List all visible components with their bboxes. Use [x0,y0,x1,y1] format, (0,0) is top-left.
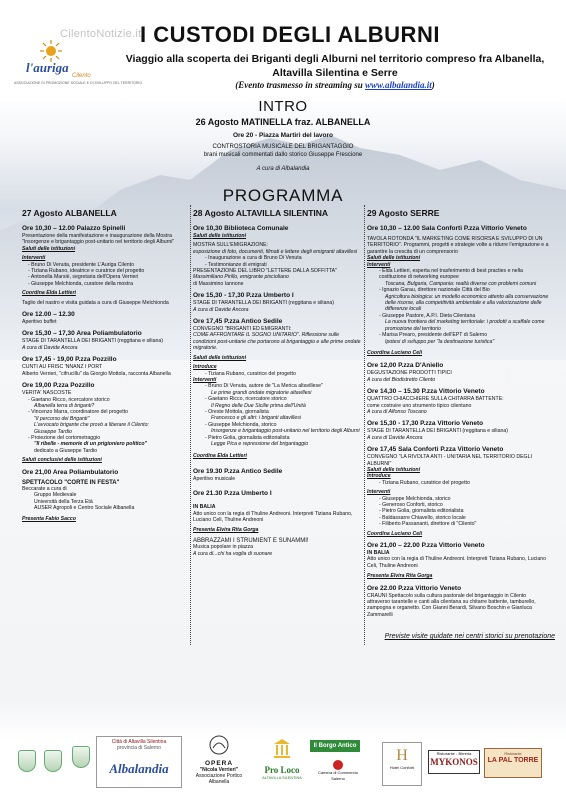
event-curator: A cura di...chi ha voglia di suonare [193,550,273,557]
event-desc: QUATTRO CHIACCHIERE SULLA CHITARRA BATTENTE: [367,396,504,403]
event-block [367,388,549,415]
speaker: - Gaetano Ricco, ricercatore storico [205,396,287,403]
speaker: - Oreste Mottola, giornalista [205,408,269,415]
day-column-altavilla [193,208,361,562]
temple-icon [272,738,292,760]
sponsor-name: LA PAL TORRE [487,757,539,764]
event-label: Introduce [193,364,217,371]
speaker: - Giuseppe Melchionda, storico [379,495,451,502]
event-desc: VERITA' NASCOSTE [22,390,72,397]
event-label: Coordina Elda Lettieri [193,453,247,460]
auriga-logo [14,40,143,88]
event-label: Presenta Elvira Rita Gorga [193,527,259,534]
event-time: Ore 12.00 – 12.30 [22,311,75,319]
speaker: - Tiziana Rubano, ideatrice e curatrice del progetto [28,268,145,275]
event-desc: STAGE DI TARANTELLA DEI BRIGANTI (reggitana e siliana) [193,300,334,307]
sponsor-pal-torre [484,748,542,778]
speaker: - Proiezione del cortometraggio [28,434,101,441]
event-block [22,311,192,325]
speaker-topic: Il Regno delle Due Sicilie prima dell'Unità [211,402,306,409]
sun-icon [40,40,62,62]
event-time: Ore 17,45 Sala Conforti P.zza Vittorio Veneto [367,446,504,454]
speaker: - Tiziana Rubano, curatrice del progetto [379,479,470,486]
sponsor-hotel-conforti [382,742,422,786]
event-label: Saluti delle istituzioni [367,466,421,473]
speaker-topic: Giuseppe Tardio [34,428,72,435]
event-block [367,420,549,441]
event-curator: A cura di Davide Ancora [22,344,78,351]
event-label: Presenta Fabio Sacco [22,515,76,522]
event-label: Introduce [367,473,391,480]
speaker-topic: "Il percorso dei Briganti" [34,415,90,422]
event-time: Ore 12,00 P.zza D'Aniello [367,362,444,370]
event-desc: Massimiliano Pirillo, emigrante piscioliano [193,274,289,281]
day-column-serre [367,208,549,623]
event-label: Coordina Elda Lettieri [22,290,76,297]
speaker: - Testimonianze di emigrati [205,261,267,268]
event-block [22,382,192,463]
speaker: - Tiziana Rubano, curatrice del progetto [205,370,296,377]
event-time: Ore 15,30 - 17,30 P.zza Vittorio Veneto [367,420,484,428]
sponsor-name: OPERA [204,760,234,767]
event-desc: Atto unico con la regia di Thuline Andreoni. Interpreti Tiziana Rubano, Luciano Celi, Thuline Andreoni [367,556,546,569]
event-label: Saluti delle istituzioni [22,245,76,252]
speaker: - Giuseppe Melchionda, curatore della mostra [28,280,133,287]
speaker: - Giuseppe Melchionda, storico [205,421,277,428]
event-label: Saluti delle istituzioni [193,233,247,239]
event-curator: A cura del Biodistretto Cilento [367,376,436,383]
event-desc: Aperitivo musicale [193,475,236,482]
event-label: Saluti delle istituzioni [367,255,421,262]
event-desc: Musica popolare in piazza [193,544,253,551]
sponsor-sub: Ristorante - Birreria [436,751,472,756]
speaker-topic: Francesco e gli altri: i briganti altavillesi [211,415,301,422]
event-label: Interventi [193,376,217,383]
event-desc: CONVEGNO "LA RIVOLTA ANTI - UNITARIA NEL TERRITORIO DEGLI ALBURNI" [367,454,532,467]
event-time: Ore 21,00 – 22.00 P.zza Vittorio Veneto [367,542,485,550]
event-time: Ore 21,00 Area Poliambulatorio [22,468,119,476]
programma-heading: PROGRAMMA [222,186,344,205]
intro-place: Ore 20 - Piazza Martiri del lavoro [232,132,334,139]
event-block [193,292,361,313]
speaker: - Vincenzo Marra, coordinatore del progetto [28,409,128,416]
event-block [193,468,361,482]
page-subtitle: Viaggio alla scoperta dei Briganti degli Alburni nel territorio compreso fra Albanella, Altavilla Silentina e Serre [125,53,545,79]
event-block [22,225,192,306]
speaker-topic: La nuova frontiera del marketing territoriale: i prodotti a scaffale come promozione del territorio [385,319,545,332]
speaker-topic: Albanella terra di briganti? [34,402,95,409]
speaker: - Bruno Di Venuta, autore de "La Merica altavillese" [205,383,323,390]
event-desc: ABBRAZZAMI I STRUMIENT E SUNAMMI! [193,537,309,544]
hotel-logo-icon: H [396,747,408,764]
speaker-topic: Toscana, Bulgaria, Campania: realtà diverse con problemi comuni [385,280,537,287]
sponsor-name: Hotel Conforti [389,765,415,770]
guided-tours-note: Previste visite guidate nei centri storici su prenotazione [384,633,555,640]
speaker-topic: Ipotesi di sviluppo per "la destinazione turistica" [385,338,495,345]
event-curator: A cura di Alfonso Toscano [367,408,427,415]
day-title: 29 Agosto SERRE [367,208,440,218]
opera-emblem-icon [207,734,231,756]
performer: Gruppo Medievale [34,492,77,499]
speaker-topic: L'avvocato brigante che provò a liberare il Cilento: [34,422,149,429]
column-divider [364,205,365,645]
event-block [367,446,549,537]
albalandia-logo: Albalandia [109,761,169,776]
speaker: - Inaugurazione a cura di Bruno Di Venuta [205,255,302,262]
stream-link[interactable]: www.albalandia.it [365,80,432,90]
speaker: - Giuseppe Pastore, A.P.I. Dieta Cilentana [379,312,476,319]
sponsor-name: MYKONOS [430,757,478,767]
sponsor-sub: Associazione Portico [195,773,243,779]
sponsor-altavilla-albalandia [96,736,182,788]
logo-sub: Cilento [72,73,91,79]
logo-brand: l'auriga [26,60,69,75]
logo-tagline: ASSOCIAZIONE DI PROMOZIONE SOCIALE E DI SVILUPPO DEL TERRITORIO [14,81,143,85]
event-label: Coordina Luciano Celi [367,349,423,356]
event-desc: Beccarate a cura di [22,485,67,492]
event-time: Ore 22.00 P.zza Vittorio Veneto [367,584,462,592]
event-time: Ore 21.30 P.zza Umberto I [193,490,272,498]
intro-credit: A cura di Albalandia [256,166,310,172]
speaker: - Baldassarre Chiavello, storico locale [379,514,466,521]
event-desc: Aperitivo buffet [22,319,57,326]
event-time: Ore 19,00 P.zza Pozzillo [22,382,95,390]
event-time: Ore 10,30 Biblioteca Comunale [193,225,289,232]
page-title: I CUSTODI DEGLI ALBURNI [140,22,440,47]
sponsor-sub: "Nicola Verrieri" [199,767,239,773]
speaker: - Filiberto Passananti, direttore di "Cilento" [379,521,477,528]
chamber-logo-icon [333,760,343,770]
event-desc: esposizione di foto, documenti, filmati e lettere degli emigranti altavillesi [193,248,358,255]
speaker-topic: dedicato a Giuseppe Tardio [34,447,98,454]
event-time: Ore 14,30 – 15.30 P.zza Vittorio Veneto [367,388,485,396]
speaker-topic: Legge Pica e repressione del brigantaggio [211,440,309,447]
event-block [22,330,192,351]
sponsor-sub: Ristorante [504,752,522,756]
speaker-topic: "Il ribelle - memorie di un prigioniero politico" [34,441,148,448]
event-time: Ore 10,30 – 12.00 Palazzo Spinelli [22,225,126,232]
event-desc: IN BALIA [367,550,390,557]
event-desc: TAVOLA ROTONDA "IL MARKETING COME RISORSA E SVILUPPO DI UN TERRITORIO". Programmi, progetti e strategie volte a ridurre l'emigrazione e a garantire la crescita di un comprensorio [367,236,549,255]
event-time: Ore 17,45 - 19,00 P.zza Pozzillo [22,356,117,364]
sponsor-name: Camera di Commercio [317,770,358,775]
event-block [193,490,361,557]
event-label: Interventi [367,261,391,268]
event-block [22,356,192,377]
intro-date: 26 Agosto MATINELLA fraz. ALBANELLA [195,117,371,127]
sponsor-sub: provincia di Salerno [117,745,161,751]
stream-prefix: (Evento trasmesso in streaming su [235,80,366,90]
event-desc: CUNTI AU FRISC 'NNANZ I PORT [22,364,103,371]
speaker: - Bruno Di Venuta, presidente L'Auriga Cilento [28,261,134,268]
sponsor-pro-loco [256,738,308,788]
event-label: Coordina Luciano Celi [367,530,423,537]
sponsor-sub: Salerno [331,776,345,781]
event-desc: STAGE DI TARANTELLA DEI BRIGANTI (reggitana e siliana) [22,338,163,345]
event-block [367,225,549,356]
event-block [193,318,361,460]
sponsor-borgo-antico: Il Borgo Antico [310,740,360,752]
day-column-albanella [22,208,192,527]
event-desc: Presentazione della manifestazione e inaugurazione della Mostra "Insorgenze e brigantaggio post-unitario nel territorio degli Alburni" [22,233,175,246]
event-desc: SPETTACOLO "CORTE IN FESTA" [22,479,120,486]
speaker: - Elda Lettieri, esperta nel trasferimento di best practies e nella costituzione di networking europee [379,268,523,281]
speaker: - Pietro Golia, giornalista editorialista [379,508,464,515]
speaker: - Generoso Conforti, storico [379,502,443,508]
sponsor-mykonos [428,750,480,774]
speaker: - Ignazio Garau, direttore nazionale Città del Bio [379,287,490,294]
event-label: Interventi [367,489,391,496]
event-time: Ore 15,30 – 17,30 Area Poliambulatorio [22,330,142,338]
day-title: 28 Agosto ALTAVILLA SILENTINA [193,208,329,218]
day-title: 27 Agosto ALBANELLA [22,208,117,218]
sponsors-bar [0,728,566,792]
intro-heading: INTRO [258,98,308,115]
speaker-topic: Agricoltura biologica: un modello economico attento alla conservazione delle risorse, alla competitività ambientale e alla valorizzazione delle differenze locali [385,293,549,313]
event-desc: DEGUSTAZIONE PRODOTTI TIPICI [367,370,452,377]
event-desc: IN BALIA [193,504,216,511]
event-time: Ore 10,30 – 12.00 Sala Conforti P.zza Vittorio Veneto [367,225,527,232]
sponsor-name: Città di Altavilla Silentina [111,739,167,745]
event-label: Saluti delle istituzioni [193,354,247,361]
intro-description [0,143,566,159]
event-block [367,585,549,619]
event-block [22,469,192,522]
crest-icon [44,750,62,772]
speaker-topic: Insorgenze e brigantaggio post-unitario nel territorio degli Alburni [211,428,360,435]
event-block [367,362,549,383]
stream-note [110,80,560,90]
speaker-topic: Le prime grandi ondate migratorie altavillesi [211,389,312,396]
performer: AUSER Agropoli e Centro Sociale Albanella [34,505,135,512]
speaker: - Antonella Marsiè, segretaria dell'Opera Verrieri [28,274,139,281]
sponsor-sub: ALTAVILLA SILENTINA [262,776,302,780]
crest-icon [18,750,36,772]
event-label: Saluti conclusivi delle istituzioni [22,457,102,464]
event-time: Ore 17,45 P.zza Antico Sedile [193,318,283,326]
event-desc: CRAUNI Spettacolo sulla cultura pastorale del brigantaggio in Cilento attraverso tarantelle e canti alla cilentana su chitarre battente, tamburello, zampogna e organetto. Con Gianni Berardi, Silvano Boschin e Gianluca Zammarelli [367,592,536,618]
event-desc: STAGE DI TARANTELLA DEI BRIGANTI (reggitana e siliana) [367,428,508,435]
speaker: - Marisa Prearo, presidente dell'EPT di Salerno [379,332,488,339]
event-desc: Atto unico con la regia di Thuline Andreoni. Interpreti Tiziana Rubano, Luciano Celi, Thuline Andreoni [193,510,353,523]
event-desc: COME AFFRONTARE IL SOGNO UNITARIO". Riflessione sulle condizioni post-unitarie che portarono al brigantaggio e alle prime ondate migratorie. [193,332,361,352]
event-label: Presenta Elvira Rita Gorga [367,573,433,580]
event-time: Ore 15,30 - 17,30 P.zza Umberto I [193,292,294,300]
sponsor-opera [184,734,254,790]
speaker: - Gaetano Ricco, ricercatore storico [28,396,110,403]
event-time: Ore 19.30 P.zza Antico Sedile [193,467,283,475]
event-desc: Taglio del nastro e visita guidata a cura di Giuseppe Melchionda [22,299,169,306]
event-label: Interventi [22,255,46,262]
event-desc: come costruire uno strumento tipico cilentano [367,402,472,409]
watermark-text: CilentoNotizie.it [60,28,142,40]
crest-icon [72,746,90,768]
intro-desc-line: brani musicali commentati dallo storico Giuseppe Frescione [203,152,363,158]
speaker: - Pietro Golia, giornalista editorialista [205,434,290,441]
event-curator: A cura di Davide Ancora [193,306,249,313]
intro-desc-line: CONTROSTORIA MUSICALE DEL BRIGANTAGGIO [212,144,354,150]
sponsor-name: Pro Loco [264,765,300,775]
event-desc: Alberto Verrieri, "cifrucillu" da Giorgio Mottola, racconta Albanella [22,370,171,377]
stream-suffix: ) [431,80,435,90]
event-curator: A cura di Davide Ancora [367,434,423,441]
sponsor-camera-commercio [316,760,360,786]
event-block [193,225,361,287]
event-desc: CONVEGNO "BRIGANTI ED EMIGRANTI: [193,326,292,333]
event-desc: MOSTRA SULL'EMIGRAZIONE: [193,242,269,249]
event-desc: PRESENTAZIONE DEL LIBRO "LETTERE DALLA SOFFITTA" [193,268,337,275]
performer: Università della Terza Età [34,498,93,505]
event-desc: di Massimino Iannone [193,280,244,287]
sponsor-sub: Albanella [208,779,230,785]
event-block [367,542,549,580]
